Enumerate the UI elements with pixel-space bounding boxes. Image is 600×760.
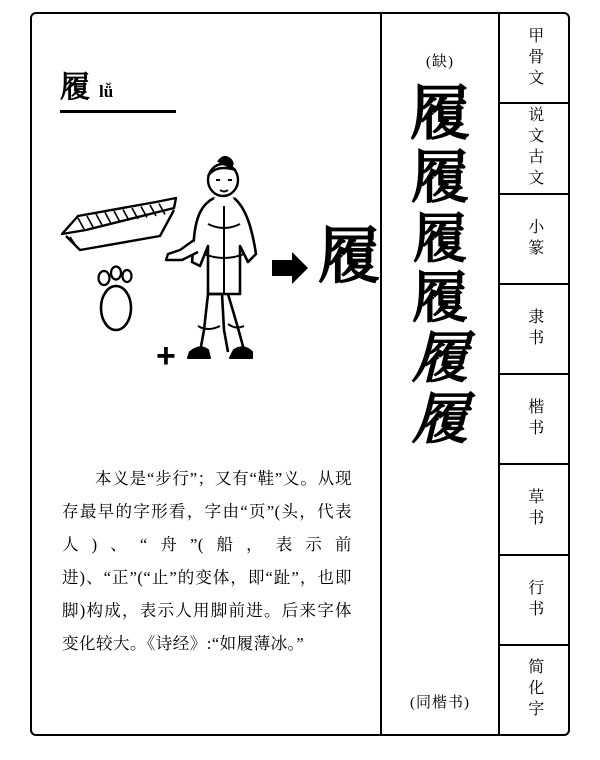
label-cell-caoshu	[500, 465, 568, 555]
headword-character: 履	[60, 71, 91, 104]
boat-icon	[62, 198, 176, 250]
label-cell-jiaguwen	[500, 14, 568, 104]
entry-frame	[30, 12, 570, 736]
label-lishu: 隶书	[525, 307, 543, 350]
label-cell-jianhuazi	[500, 646, 568, 734]
glyph-shuowen-guwen: 履	[410, 81, 470, 147]
footprint-icon	[99, 267, 132, 331]
glyph-caoshu: 履	[412, 328, 468, 391]
result-seal-glyph: 履	[318, 223, 381, 291]
label-cell-lishu	[500, 285, 568, 375]
missing-form-note: (缺)	[426, 54, 454, 70]
glyph-lishu: 履	[413, 208, 467, 269]
plus-icon: +	[156, 337, 176, 375]
headword-block	[60, 62, 210, 113]
headword-pinyin: lǚ	[99, 82, 114, 101]
main-column	[32, 14, 382, 734]
label-jianhuazi: 简化字	[525, 658, 543, 722]
glyph-stack	[410, 83, 470, 450]
same-as-regular-note: (同楷书)	[410, 695, 470, 711]
label-cell-xiaozhuan	[500, 195, 568, 285]
glyph-xiaozhuan: 履	[410, 145, 469, 210]
right-arrow-icon	[272, 252, 308, 284]
label-xingshu: 行书	[525, 578, 543, 621]
illustration-area	[50, 134, 381, 434]
script-forms-column	[382, 14, 500, 734]
label-cell-shuowen-guwen	[500, 104, 568, 194]
glyph-xingshu: 履	[412, 389, 468, 452]
label-jiaguwen: 甲骨文	[525, 26, 543, 90]
label-cell-xingshu	[500, 556, 568, 646]
label-cell-kaishu	[500, 375, 568, 465]
label-shuowen-guwen: 说文古文	[525, 106, 543, 191]
explanation-text: 本义是“步行”；又有“鞋”义。从现存最早的字形看，字由“页”(头，代表人)、“舟”(船，表示前进)、“正”(“止”的变体，即“趾”，也即脚)构成，表示人用脚前进。后来字体变化较大。《诗经》:“如履薄冰。”	[62, 469, 352, 653]
label-kaishu: 楷书	[525, 398, 543, 441]
label-xiaozhuan: 小篆	[525, 217, 543, 260]
script-labels-column	[500, 14, 568, 734]
label-caoshu: 草书	[525, 488, 543, 531]
glyph-kaishu: 履	[412, 267, 468, 330]
walking-person-icon	[166, 157, 256, 358]
headword-underline	[60, 110, 176, 113]
